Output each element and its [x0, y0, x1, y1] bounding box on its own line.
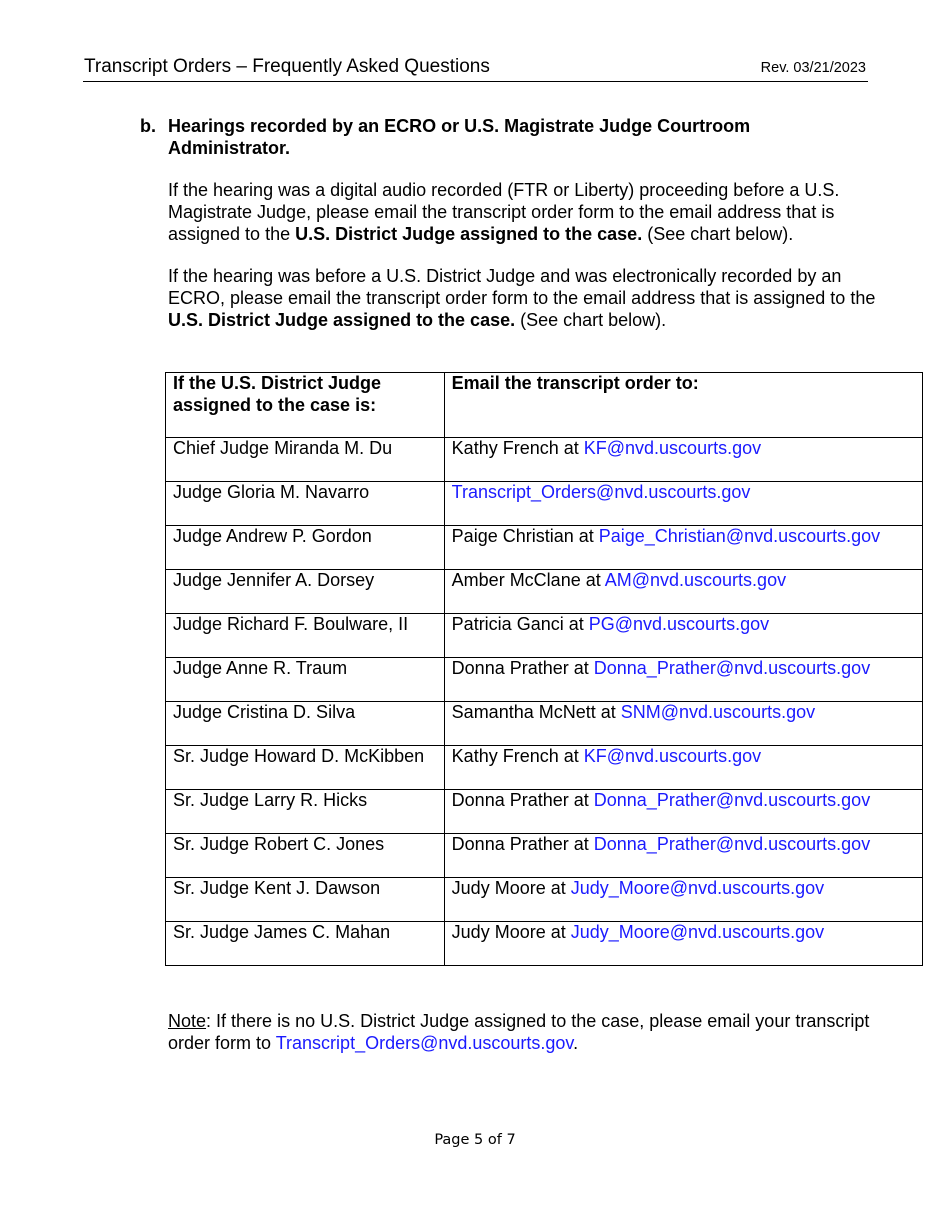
paragraph-text: (See chart below).: [642, 223, 794, 244]
paragraph-bold: U.S. District Judge assigned to the case.: [295, 223, 643, 244]
email-link[interactable]: Donna_Prather@nvd.uscourts.gov: [593, 834, 871, 854]
contact-name: Donna Prather at: [451, 790, 594, 810]
judge-name: Sr. Judge Robert C. Jones: [166, 834, 445, 878]
table-row: [166, 570, 923, 614]
email-contact-cell: [444, 790, 922, 834]
paragraph-text: If the hearing was a digital audio recorded (FTR or Liberty) proceeding before a U.S. Magistrate Judge, please email the transcript order form to the email address that is assigned to the: [168, 180, 840, 244]
table-row: [166, 526, 923, 570]
table-row: [166, 878, 923, 922]
contact-name: Patricia Ganci at: [451, 614, 589, 634]
email-link[interactable]: AM@nvd.uscourts.gov: [604, 570, 787, 590]
judge-name: Judge Anne R. Traum: [166, 658, 445, 702]
table-row: [166, 834, 923, 878]
column-header-judge: If the U.S. District Judge assigned to the case is:: [166, 373, 445, 438]
table-header-row: [166, 373, 923, 438]
note-label: Note: [168, 1011, 207, 1031]
note-text-end: .: [573, 1033, 579, 1053]
email-contact-cell: [444, 702, 922, 746]
email-contact-cell: [444, 570, 922, 614]
contact-name: Donna Prather at: [451, 834, 594, 854]
page-header: [83, 56, 868, 82]
contact-name: Judy Moore at: [451, 922, 571, 942]
note-text: : If there is no U.S. District Judge assigned to the case, please email your transcript order form to: [168, 1011, 870, 1053]
email-link[interactable]: PG@nvd.uscourts.gov: [588, 614, 770, 634]
revision-date: Rev. 03/21/2023: [760, 60, 866, 76]
contact-name: Paige Christian at: [451, 526, 599, 546]
judge-name: Judge Gloria M. Navarro: [166, 482, 445, 526]
table-row: [166, 702, 923, 746]
note: [168, 1010, 888, 1054]
table-row: [166, 790, 923, 834]
email-link[interactable]: Judy_Moore@nvd.uscourts.gov: [570, 922, 825, 942]
email-link[interactable]: Donna_Prather@nvd.uscourts.gov: [593, 790, 871, 810]
email-contact-cell: [444, 878, 922, 922]
judge-email-table: [165, 372, 923, 966]
email-contact-cell: [444, 526, 922, 570]
table-row: [166, 922, 923, 966]
email-link[interactable]: Donna_Prather@nvd.uscourts.gov: [593, 658, 871, 678]
judge-name: Judge Andrew P. Gordon: [166, 526, 445, 570]
judge-name: Sr. Judge Howard D. McKibben: [166, 746, 445, 790]
section-heading-text: Hearings recorded by an ECRO or U.S. Magistrate Judge Courtroom Administrator.: [168, 116, 751, 158]
section-marker: b.: [140, 116, 156, 136]
email-link[interactable]: SNM@nvd.uscourts.gov: [620, 702, 816, 722]
email-link[interactable]: Transcript_Orders@nvd.uscourts.gov: [451, 482, 751, 502]
judge-name: Sr. Judge Larry R. Hicks: [166, 790, 445, 834]
email-link[interactable]: KF@nvd.uscourts.gov: [583, 438, 762, 458]
email-contact-cell: [444, 746, 922, 790]
email-contact-cell: [444, 438, 922, 482]
judge-name: Chief Judge Miranda M. Du: [166, 438, 445, 482]
contact-name: Kathy French at: [451, 746, 584, 766]
header-title: Transcript Orders – Frequently Asked Questions: [84, 56, 490, 77]
email-contact-cell: [444, 922, 922, 966]
email-contact-cell: [444, 614, 922, 658]
email-contact-cell: [444, 658, 922, 702]
email-link[interactable]: Paige_Christian@nvd.uscourts.gov: [598, 526, 881, 546]
table-row: [166, 746, 923, 790]
contact-name: Judy Moore at: [451, 878, 571, 898]
contact-name: Amber McClane at: [451, 570, 605, 590]
contact-name: Donna Prather at: [451, 658, 594, 678]
paragraph-text: If the hearing was before a U.S. District Judge and was electronically recorded by an ECRO, please email the transcript order form to the email address that is assigned to the: [168, 266, 876, 308]
paragraph-text: (See chart below).: [515, 309, 667, 330]
judge-name: Judge Cristina D. Silva: [166, 702, 445, 746]
table-row: [166, 438, 923, 482]
email-contact-cell: [444, 482, 922, 526]
email-contact-cell: [444, 834, 922, 878]
note-email-link[interactable]: Transcript_Orders@nvd.uscourts.gov: [275, 1033, 574, 1053]
page-number: Page 5 of 7: [434, 1132, 516, 1148]
judge-name: Sr. Judge James C. Mahan: [166, 922, 445, 966]
table-row: [166, 482, 923, 526]
column-header-email: Email the transcript order to:: [444, 373, 922, 438]
table-row: [166, 614, 923, 658]
table-row: [166, 658, 923, 702]
email-link[interactable]: Judy_Moore@nvd.uscourts.gov: [570, 878, 825, 898]
paragraph-district: [168, 266, 878, 331]
judge-name: Judge Jennifer A. Dorsey: [166, 570, 445, 614]
contact-name: Kathy French at: [451, 438, 584, 458]
email-link[interactable]: KF@nvd.uscourts.gov: [583, 746, 762, 766]
judge-name: Sr. Judge Kent J. Dawson: [166, 878, 445, 922]
judge-name: Judge Richard F. Boulware, II: [166, 614, 445, 658]
paragraph-magistrate: [168, 180, 878, 245]
paragraph-bold: U.S. District Judge assigned to the case.: [168, 309, 516, 330]
contact-name: Samantha McNett at: [451, 702, 621, 722]
